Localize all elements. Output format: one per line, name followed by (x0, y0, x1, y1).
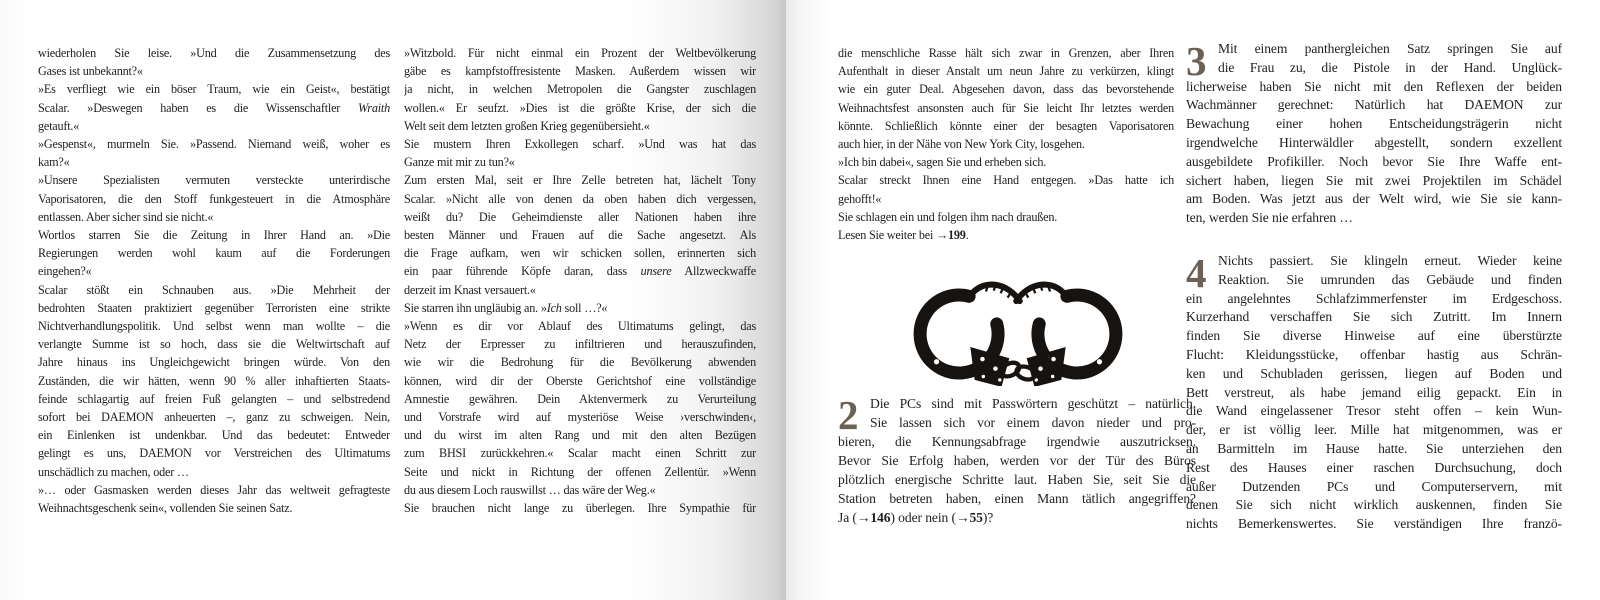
text-line: derzeit im Knast versauert.« (404, 282, 536, 297)
text-line: »Ich bin dabei«, sagen Sie und erheben sich. (838, 155, 1047, 170)
right-page (786, 0, 1600, 600)
text-line: »Es verfliegt wie ein böser Traum, wie ein Geist«, bestätigt (38, 82, 390, 97)
text-line: ken und Schubladen gerissen, liegen auf Boden und (1186, 365, 1562, 381)
text-line: Sie starren ihn ungläubig an. »Ich soll …?« (404, 300, 608, 315)
text-line: Mit einem panthergleichen Satz springen Sie auf (1218, 41, 1562, 56)
text-line: »Witzbold. Für nicht einmal ein Prozent der Weltbevölkerung (404, 46, 756, 60)
text-line: gäbe es kampfstoffresistente Masken. Außerdem wissen wir (404, 64, 756, 79)
text-line: die Frage aufkam, wen wir schicken sollen, erinnerten sich (404, 246, 756, 261)
text-line: Flucht: Kleidungsstücke, offenbar hastig aus Schrän- (1186, 346, 1562, 362)
text-line: und Vorstrafe wird auf mysteriöse Weise ›verschwinden‹, (404, 410, 756, 425)
section-4-number: 4 (1186, 249, 1207, 296)
left-page-column-2 (404, 44, 756, 517)
text-line: du aus diesem Loch rauswillst … das wäre der Weg.« (404, 482, 656, 497)
text-line: Netz der Erpresser zu infiltrieren und herauszufinden, (404, 337, 756, 352)
text-line: »… oder Gasmasken werden dieses Jahr das weltweit gefragteste (38, 482, 390, 497)
text-line: ein paar führende Köpfe daran, dass unsere Allzweckwaffe (404, 264, 756, 279)
text-line: Bevor Sie Erfolg haben, werden vor der Tür des Büros (838, 453, 1196, 469)
text-line: sofort bei DAEMON anheuerten –, ganz zu schweigen. Nein, (38, 410, 390, 425)
text-line: am Boden. Was jetzt aus der Welt wird, wie Sie sie kann- (1186, 191, 1562, 207)
text-line: gelingt es uns, DAEMON vor Verstreichen des Ultimatums (38, 446, 390, 461)
text-line: Vaporisatoren, die den Stoff funkgesteuert in die Atmosphäre (38, 191, 390, 206)
text-line: Gases ist unbekannt?« (38, 64, 143, 79)
text-line: an Barmitteln im Hause hatte. Sie unterziehen den (1186, 440, 1562, 456)
text-line: Ja (→146) oder nein (→55)? (838, 510, 994, 526)
text-line: eingehen?« (38, 264, 92, 279)
text-line: entlassen. Aber sicher sind sie nicht.« (38, 209, 214, 224)
section-2-number: 2 (838, 392, 859, 439)
text-line: Sie schlagen ein und folgen ihm nach draußen. (838, 209, 1058, 224)
text-line: denen Sie sich nicht wirklich auskennen, finden Sie (1186, 497, 1562, 513)
text-line: und du wirst im alten Rang und mit den alten Bezügen (404, 428, 756, 443)
text-line: wollen.« Er seufzt. »Dies ist die größte Krise, der sich die (404, 100, 756, 115)
text-line: »Gespenst«, murmeln Sie. »Passend. Niemand weiß, woher es (38, 137, 390, 152)
text-line: außer Dutzenden PCs und Computerservern, mit (1186, 478, 1562, 494)
section-3-text (1186, 40, 1562, 228)
text-line: Wachmänner gerechnet: Natürlich hat DAEMON zur (1186, 97, 1562, 113)
text-line: Sie mustern Ihren Exkollegen scharf. »Und was hat das (404, 137, 756, 152)
text-line: »Wenn es dir vor Ablauf des Ultimatums gelingt, das (404, 319, 756, 334)
text-line: ausgebildete Profikiller. Noch bevor Sie Ihre Waffe ent- (1186, 153, 1562, 169)
text-line: Scalar stößt ein Schnauben aus. »Die Mehrheit der (38, 282, 390, 297)
text-line: Station betreten haben, einen Mann tätlich angegriffen? (838, 491, 1196, 507)
text-line: die menschliche Rasse hält sich zwar in Grenzen, aber Ihren (838, 46, 1174, 60)
text-line: licherweise haben Sie nicht mit den Reflexen der beiden (1186, 78, 1562, 94)
story-continuation-text (838, 44, 1174, 244)
text-line: Welt seit dem letzten großen Krieg gegenübersieht.« (404, 118, 650, 133)
text-line: Reaktion. Sie umrunden das Gebäude und finden (1218, 271, 1562, 287)
text-line: »Unsere Spezialisten vermuten versteckte unterirdische (38, 173, 390, 188)
text-line: ein Einlenken ist undenkbar. Und das bedeutet: Entweder (38, 428, 390, 443)
text-line: Rest des Hauses einer raschen Durchsuchung, doch (1186, 459, 1562, 475)
text-line: feinde schlagartig auf freien Fuß gelangten – und selbstredend (38, 391, 390, 406)
section-3-number: 3 (1186, 38, 1207, 84)
text-line: ten, werden Sie nie erfahren … (1186, 210, 1353, 226)
text-line: getauft.« (38, 118, 80, 133)
section-4-text (1186, 249, 1562, 534)
handcuffs-illustration (888, 256, 1148, 386)
text-line: Lesen Sie weiter bei →199. (838, 228, 969, 243)
text-line: Jahre hinaus ins Ungleichgewicht bringen würde. Von den (38, 355, 390, 370)
section-2-text (838, 394, 1196, 527)
text-line: nichts Bemerkenswertes. Sie verständigen Ihre franzö- (1186, 516, 1562, 532)
text-line: unschädlich zu machen, oder … (38, 464, 189, 479)
text-line: sichert haben, liegen Sie mit zwei Projektilen im Schädel (1186, 172, 1562, 188)
right-page-column-1 (838, 44, 1198, 527)
right-page-column-2 (1186, 40, 1562, 534)
text-line: gehofft!« (838, 191, 882, 206)
text-line: Bewachung einer hohen Entscheidungsträgerin nicht (1186, 116, 1562, 132)
text-line: Scalar streckt Ihnen eine Hand entgegen. »Das hatte ich (838, 173, 1174, 188)
text-line: besten Männer und Frauen auf die Sache angesetzt. Als (404, 228, 756, 243)
text-line: verlangte Summe ist so hoch, dass sie die Weltwirtschaft auf (38, 337, 390, 352)
text-line: wie wir die Bedrohung für die Bevölkerung abwenden (404, 355, 756, 370)
section-4 (1186, 249, 1562, 534)
text-line: ja nicht, in welchen Metropolen die Gangster zuschlagen (404, 82, 756, 97)
text-line: Die PCs sind mit Passwörtern geschützt – natürlich. (870, 396, 1196, 412)
left-page-column-1 (38, 44, 390, 517)
text-line: kam?« (38, 155, 70, 170)
text-line: Weihnachtsgeschenk sein«, vollenden Sie seinen Satz. (38, 501, 293, 516)
text-line: Sie lassen sich vor einem davon nieder und pro- (870, 415, 1196, 431)
text-line: Zuständen, die wir hätten, wenn 90 % aller inhaftierten Staats- (38, 373, 390, 388)
text-line: weißt du? Die Geheimdienste aller Nationen haben ihre (404, 209, 756, 224)
section-2 (838, 394, 1196, 527)
text-line: Wortlos starren Sie die Zeitung in Ihrer Hand an. »Die (38, 228, 390, 243)
text-line: irgendwelche Hinterwäldler abgestellt, sondern exzellent (1186, 134, 1562, 150)
text-line: Amnestie gewähren. Dein Aktenvermerk zu Verurteilung (404, 391, 756, 406)
section-3 (1186, 40, 1562, 228)
text-line: könnte. Schließlich könnte einer der besagten Vaporisatoren (838, 118, 1174, 133)
text-line: können, wird dir der Oberste Gerichtshof eine vollständige (404, 373, 756, 388)
text-line: wie ein guter Deal. Abgesehen davon, dass das bevorstehende (838, 82, 1174, 97)
text-line: Seite und nickt in Richtung der offenen Zellentür. »Wenn (404, 464, 756, 479)
text-line: bedrohten Staaten praktiziert gegenüber Terroristen eine strikte (38, 300, 390, 315)
text-line: finden Sie diverse Hinweise auf eine überstürzte (1186, 328, 1562, 344)
text-line: Scalar. »Nicht alle von denen da oben haben dich vergessen, (404, 191, 756, 206)
text-line: Zum ersten Mal, seit er Ihre Zelle betreten hat, lächelt Tony (404, 173, 756, 188)
text-line: Bett verstreut, als habe jemand eilig gepackt. Ein in (1186, 384, 1562, 400)
text-line: plötzlich energische Schritte laut. Haben Sie, seit Sie die (838, 472, 1196, 488)
text-line: die Frau zu, die Pistole in der Hand. Unglück- (1218, 59, 1562, 75)
text-line: auch hier, in der Nähe von New York City, losgehen. (838, 137, 1085, 152)
left-page (0, 0, 786, 600)
text-line: zum BHSI zurückkehren.« Scalar macht einen Schritt zur (404, 446, 756, 461)
text-line: bieren, die Kennungsabfrage irgendwie auszutricksen. (838, 434, 1196, 450)
text-line: der, er ist völlig leer. Mille hat mitgenommen, was er (1186, 422, 1562, 438)
text-line: Kurzerhand verschaffen Sie sich Zutritt. Im Innern (1186, 309, 1562, 325)
text-line: Scalar. »Deswegen haben es die Wissenschaftler Wraith (38, 100, 390, 115)
text-line: wiederholen Sie leise. »Und die Zusammensetzung des (38, 46, 390, 60)
text-line: Aufenthalt in dieser Anstalt um neun Jahre zu verkürzen, klingt (838, 64, 1174, 79)
text-line: Nichts passiert. Sie klingeln erneut. Wieder keine (1218, 252, 1562, 268)
text-line: ein angelehntes Schlafzimmerfenster im Erdgeschoss. (1186, 290, 1562, 306)
text-line: Sie brauchen nicht lange zu überlegen. Ihre Sympathie für (404, 501, 756, 516)
text-line: Regierungen werden wohl kaum auf die Forderungen (38, 246, 390, 261)
text-line: Weihnachtsfest ansonsten auch für Sie leicht Ihr letztes werden (838, 100, 1174, 115)
text-line: Nichtverhandlungspolitik. Und selbst wenn man wollte – die (38, 319, 390, 334)
text-line: die Wand eingelassener Tresor steht offen – kein Wun- (1186, 403, 1562, 419)
text-line: Ganze mit mir zu tun?« (404, 155, 515, 170)
